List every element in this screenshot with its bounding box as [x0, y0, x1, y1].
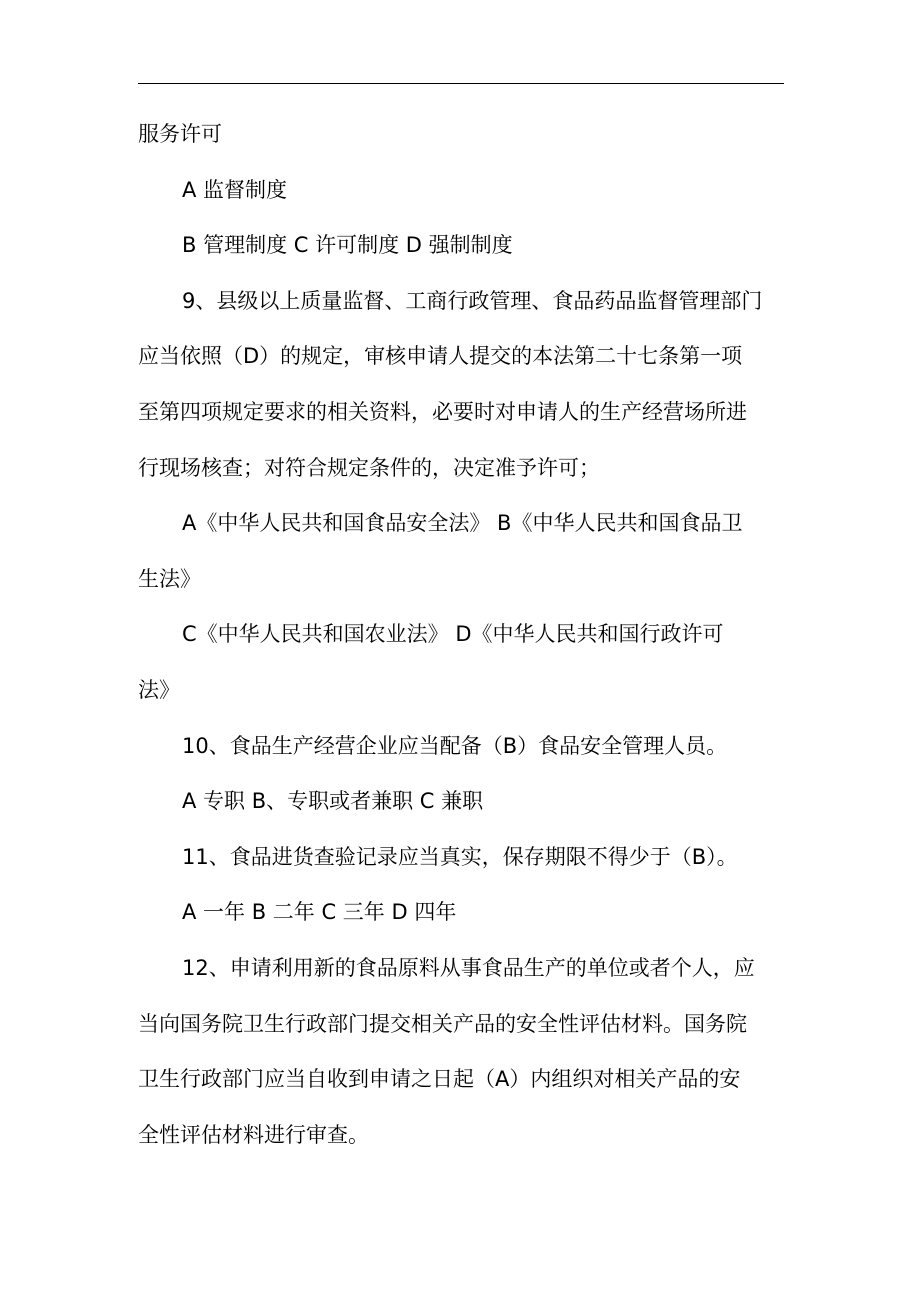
question-12-line-3: 卫生行政部门应当自收到申请之日起（A）内组织对相关产品的安	[138, 1067, 741, 1092]
question-12-line-2: 当向国务院卫生行政部门提交相关产品的安全性评估材料。国务院	[138, 1011, 747, 1036]
question-9-options-cd-cont: 法》	[138, 677, 180, 702]
question-12-line-4: 全性评估材料进行审查。	[138, 1122, 369, 1147]
question-12-line-1: 12、申请利用新的食品原料从事食品生产的单位或者个人，应	[182, 955, 755, 980]
question-9-line-4: 行现场核查；对符合规定条件的，决定准予许可；	[138, 455, 600, 480]
question-9-line-3: 至第四项规定要求的相关资料，必要时对申请人的生产经营场所进	[138, 399, 747, 424]
options-bcd-line: B 管理制度 C 许可制度 D 强制制度	[182, 233, 513, 258]
question-10-options: A 专职 B、专职或者兼职 C 兼职	[182, 789, 484, 814]
question-11-options: A 一年 B 二年 C 三年 D 四年	[182, 900, 457, 925]
question-9-options-ab: A《中华人民共和国食品安全法》 B《中华人民共和国食品卫	[182, 511, 743, 536]
question-9-options-ab-cont: 生法》	[138, 566, 201, 591]
question-9-line-1: 9、县级以上质量监督、工商行政管理、食品药品监督管理部门	[182, 288, 763, 313]
option-a-line: A 监督制度	[182, 177, 288, 202]
question-9-options-cd: C《中华人民共和国农业法》 D《中华人民共和国行政许可	[182, 622, 724, 647]
header-rule	[138, 83, 784, 84]
question-9-line-2: 应当依照（D）的规定，审核申请人提交的本法第二十七条第一项	[138, 344, 743, 369]
document-body	[138, 107, 784, 1163]
question-11: 11、食品进货查验记录应当真实，保存期限不得少于（B）。	[182, 844, 738, 869]
question-10: 10、食品生产经营企业应当配备（B）食品安全管理人员。	[182, 733, 728, 758]
text-line-continuation: 服务许可	[138, 122, 222, 146]
